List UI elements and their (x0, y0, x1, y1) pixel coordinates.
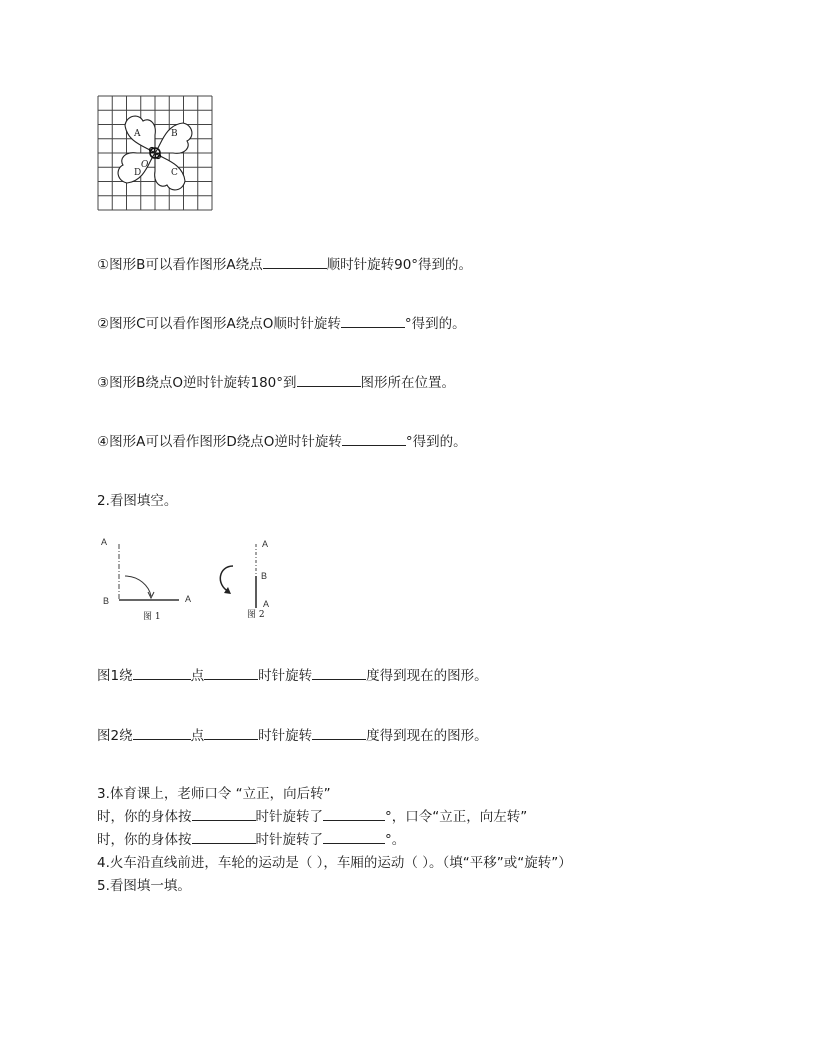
petal-label-d: D (134, 168, 142, 178)
center-label-o: O (141, 160, 149, 170)
answer-blank[interactable] (133, 726, 191, 741)
fig1-label-b: B (103, 596, 110, 606)
fig2-rotation-arc (220, 566, 233, 592)
q1-item-3 (97, 371, 455, 391)
fig2-label-top-a: A (262, 539, 269, 549)
q3-line2-text-2: 时针旋转了 (255, 809, 323, 825)
answer-blank[interactable] (323, 807, 385, 822)
item-number: ③ (97, 375, 110, 391)
q5-text: 5.看图填一填。 (97, 878, 191, 894)
q2-line1-text-4: 度得到现在的图形。 (366, 668, 488, 684)
q3-title: 3.体育课上，老师口令 “立正，向后转” (97, 786, 331, 802)
item-text-after: 图形所在位置。 (360, 375, 456, 391)
q2-line2-text-1: 图2绕 (97, 728, 133, 744)
answer-blank[interactable] (341, 314, 405, 329)
item-text-after: °得到的。 (405, 434, 467, 450)
q2-line2-text-3: 时针旋转 (258, 728, 313, 744)
q3-line3-text-3: °。 (385, 832, 406, 848)
item-number: ④ (97, 434, 110, 450)
petals (118, 116, 192, 190)
item-text-before: 图形B绕点O逆时针旋转180°到 (109, 375, 297, 391)
q3-line2-text-1: 时，你的身体按 (97, 809, 192, 825)
fig1-label-top-a: A (101, 537, 108, 547)
q2-figures-svg (97, 530, 287, 625)
q2-line-1 (97, 664, 488, 684)
fig1-rotation-arc (125, 576, 151, 596)
q3-line3-text-1: 时，你的身体按 (97, 832, 192, 848)
item-text-after: °得到的。 (404, 316, 466, 332)
answer-blank[interactable] (133, 666, 191, 681)
q2-line2-text-2: 点 (190, 728, 205, 744)
item-text-after: 顺时针旋转90°得到的。 (326, 257, 473, 273)
petal-label-b: B (171, 129, 178, 139)
fig2-label-bottom-a: A (263, 599, 270, 609)
item-text-before: 图形B可以看作图形A绕点 (109, 257, 263, 273)
item-number: ② (97, 316, 110, 332)
q2-figures (97, 530, 287, 625)
answer-blank[interactable] (297, 373, 361, 388)
grid-figure-svg (97, 95, 213, 211)
q4-text: 4.火车沿直线前进，车轮的运动是（ ），车厢的运动（ ）。（填“平移”或“旋转”） (97, 855, 572, 871)
q2-line1-text-1: 图1绕 (97, 668, 133, 684)
petal-label-c: C (171, 168, 178, 178)
fig2-caption: 图 2 (247, 610, 265, 620)
q2-line-2 (97, 724, 488, 744)
fig1-label-end-a: A (185, 594, 192, 604)
q2-line1-text-3: 时针旋转 (258, 668, 313, 684)
grid-figure (97, 95, 213, 211)
item-text-before: 图形A可以看作图形D绕点O逆时针旋转 (109, 434, 342, 450)
answer-blank[interactable] (312, 726, 366, 741)
q1-item-4 (97, 430, 467, 450)
answer-blank[interactable] (263, 255, 327, 270)
item-number: ① (97, 257, 110, 273)
q3-line2-text-3: °，口令“立正，向左转” (385, 809, 528, 825)
answer-blank[interactable] (192, 830, 256, 845)
q1-item-1 (97, 253, 472, 273)
answer-blank[interactable] (342, 432, 406, 447)
answer-blank[interactable] (323, 830, 385, 845)
fig1-caption: 图 1 (143, 612, 161, 622)
q1-item-2 (97, 312, 466, 332)
item-text-before: 图形C可以看作图形A绕点O顺时针旋转 (109, 316, 341, 332)
answer-blank[interactable] (204, 726, 258, 741)
q3-line-2 (97, 805, 527, 825)
fig2-label-b: B (261, 571, 268, 581)
answer-blank[interactable] (312, 666, 366, 681)
petal-label-a: A (134, 129, 141, 139)
answer-blank[interactable] (204, 666, 258, 681)
q2-title: 2.看图填空。 (97, 493, 178, 509)
answer-blank[interactable] (192, 807, 256, 822)
q3-line3-text-2: 时针旋转了 (255, 832, 323, 848)
q3-line-3 (97, 828, 405, 848)
q2-line2-text-4: 度得到现在的图形。 (366, 728, 488, 744)
q2-line1-text-2: 点 (190, 668, 205, 684)
